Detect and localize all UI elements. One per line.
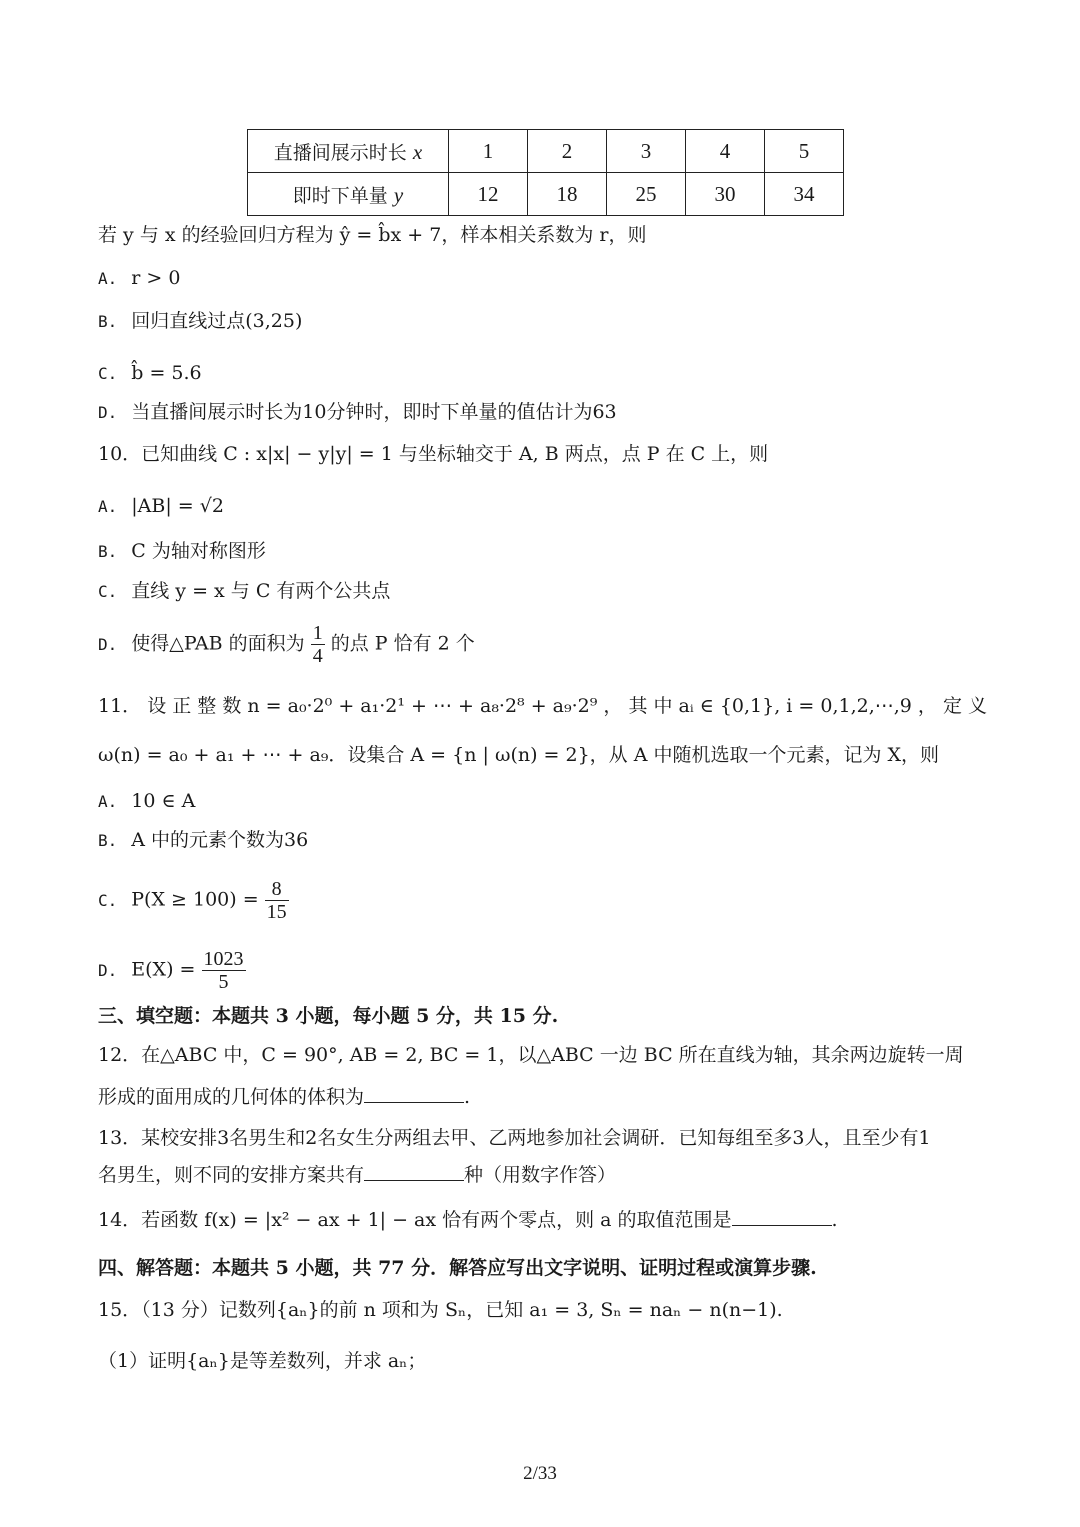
data-table: [247, 129, 844, 216]
fraction: [265, 878, 289, 923]
option-text: r > 0: [131, 267, 181, 289]
option-text: b̂ = 5.6: [131, 362, 202, 384]
row-variable: x: [412, 139, 423, 164]
option-c: [98, 878, 289, 923]
option-b: [98, 307, 302, 336]
option-label: A.: [98, 792, 118, 811]
option-label: D.: [98, 634, 118, 654]
fraction-denominator: 4: [312, 645, 323, 667]
option-b: [98, 537, 266, 566]
question-text: 形成的面用成的几何体的体积为: [98, 1086, 365, 1108]
option-d: [98, 622, 475, 667]
option-label: C.: [98, 582, 118, 601]
table-cell: 2: [528, 130, 607, 173]
option-a: [98, 492, 224, 521]
option-label: B.: [98, 312, 118, 331]
option-c: [98, 577, 390, 606]
answer-blank[interactable]: [732, 1207, 832, 1226]
option-label: D.: [98, 960, 118, 980]
question-stem: 12．在△ABC 中，C = 90°, AB = 2, BC = 1，以△ABC 一边 BC 所在直线为轴，其余两边旋转一周: [98, 1044, 964, 1066]
option-text: A 中的元素个数为36: [131, 829, 309, 851]
section-heading: 四、解答题：本题共 5 小题，共 77 分．解答应写出文字说明、证明过程或演算步骤.: [98, 1257, 817, 1279]
option-text: E(X) =: [131, 958, 196, 981]
option-c: [98, 359, 202, 388]
table-cell: 25: [607, 173, 686, 216]
question-stem-continued: [98, 1161, 616, 1189]
row-label: 即时下单量: [292, 184, 388, 207]
fraction: [202, 948, 246, 993]
table-header-cell: [248, 173, 449, 216]
page-number: 2/33: [523, 1463, 557, 1484]
option-text: 直线 y = x 与 C 有两个公共点: [131, 580, 391, 602]
table-cell: 1: [449, 130, 528, 173]
option-text: 回归直线过点(3,25): [131, 310, 303, 332]
answer-blank[interactable]: [364, 1084, 464, 1103]
table-row: [248, 130, 844, 173]
table-cell: 12: [449, 173, 528, 216]
question-part: （1）证明{aₙ}是等差数列，并求 aₙ；: [98, 1350, 427, 1372]
option-label: B.: [98, 542, 118, 561]
answer-blank[interactable]: [364, 1162, 464, 1181]
table-cell: 34: [765, 173, 844, 216]
question-stem-continued: ω(n) = a₀ + a₁ + ⋯ + a₉．设集合 A = {n | ω(n) = 2}，从 A 中随机选取一个元素，记为 X，则: [98, 744, 940, 766]
option-text: 的点 P 恰有 2 个: [330, 632, 475, 655]
table-cell: 18: [528, 173, 607, 216]
fraction-numerator: 1: [312, 622, 323, 644]
option-a: [98, 264, 180, 293]
question-text: 14．若函数 f(x) = |x² − ax + 1| − ax 恰有两个零点，则 a 的取值范围是: [98, 1209, 732, 1231]
fraction-denominator: 5: [218, 971, 229, 993]
option-label: A.: [98, 269, 118, 288]
option-b: [98, 826, 308, 855]
question-text: 种（用数字作答）: [464, 1164, 617, 1186]
row-label: 直播间展示时长: [273, 141, 407, 164]
option-label: C.: [98, 364, 118, 383]
fraction-denominator: 15: [266, 901, 287, 923]
option-text: 10 ∈ A: [131, 790, 196, 812]
fraction-numerator: 1023: [203, 948, 244, 970]
question-stem: 11． 设 正 整 数 n = a₀·2⁰ + a₁·2¹ + ⋯ + a₈·2⁸ + a₉·2⁹ ， 其 中 aᵢ ∈ {0,1}, i = 0,1,2,⋯,9 ， 定 义: [98, 695, 987, 717]
question-stem: 15．（13 分）记数列{aₙ}的前 n 项和为 Sₙ，已知 a₁ = 3, Sₙ = naₙ − n(n−1).: [98, 1299, 783, 1321]
table-header-cell: [248, 130, 449, 173]
row-variable: y: [393, 182, 404, 207]
question-text: 名男生，则不同的安排方案共有: [98, 1164, 365, 1186]
option-text: P(X ≥ 100) =: [131, 888, 259, 911]
table-cell: 3: [607, 130, 686, 173]
table-cell: 30: [686, 173, 765, 216]
fraction-numerator: 8: [265, 878, 289, 901]
table-cell: 4: [686, 130, 765, 173]
question-stem-continued: [98, 1083, 470, 1111]
option-label: A.: [98, 497, 118, 516]
table-row: [248, 173, 844, 216]
option-text: 当直播间展示时长为10分钟时，即时下单量的值估计为63: [131, 401, 617, 423]
fraction: [311, 622, 325, 667]
punctuation: .: [831, 1209, 838, 1231]
table-cell: 5: [765, 130, 844, 173]
option-d: [98, 398, 617, 427]
option-label: C.: [98, 890, 118, 910]
option-text: |AB| = √2: [131, 495, 224, 517]
option-a: [98, 787, 195, 816]
question-stem: 13．某校安排3名男生和2名女生分两组去甲、乙两地参加社会调研．已知每组至多3人，且至少有1: [98, 1127, 931, 1149]
option-text: 使得△PAB 的面积为: [131, 632, 305, 655]
option-label: D.: [98, 403, 118, 422]
question-stem: 10．已知曲线 C : x|x| − y|y| = 1 与坐标轴交于 A, B 两点，点 P 在 C 上，则: [98, 443, 769, 465]
option-d: [98, 948, 246, 993]
punctuation: .: [464, 1086, 471, 1108]
option-text: C 为轴对称图形: [131, 540, 266, 562]
option-label: B.: [98, 831, 118, 850]
question-stem: [98, 1206, 838, 1234]
question-stem: 若 y 与 x 的经验回归方程为 ŷ = b̂x + 7，样本相关系数为 r，则: [98, 224, 647, 246]
section-heading: 三、填空题：本题共 3 小题，每小题 5 分，共 15 分.: [98, 1005, 559, 1027]
